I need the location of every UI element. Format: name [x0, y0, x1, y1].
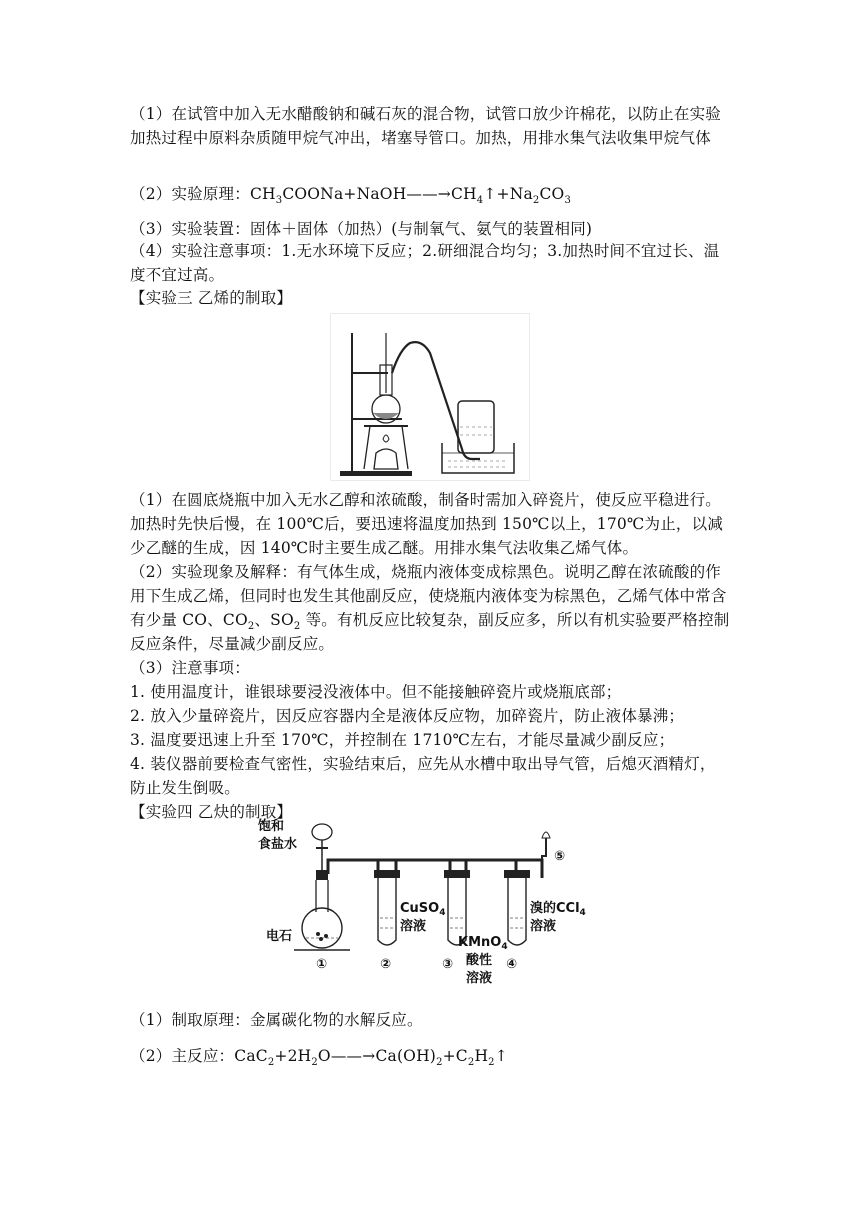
acetylene-heading: 【实验四 乙炔的制取】: [130, 803, 293, 821]
label-cuso4-solution: 溶液: [400, 919, 427, 934]
methane-step-1: （1）在试管中加入无水醋酸钠和碱石灰的混合物，试管口放少许棉花，以防止在实验加热过程中原料杂质随甲烷气冲出，堵塞导管口。加热，用排水集气法收集甲烷气体: [130, 105, 721, 147]
methane-notes: （4）实验注意事项：1.无水环境下反应；2.研细混合均匀；3.加热时间不宜过长、温度不宜过高。: [130, 242, 720, 284]
acetylene-equation: $CaC_2+2H_2O——\to Ca(OH)_2+C_2H_2↑$: [234, 1047, 508, 1069]
label-number-1: ①: [316, 957, 328, 972]
ethylene-heading: 【实验三 乙烯的制取】: [130, 289, 293, 307]
ethylene-note-2: 2. 放入少量碎瓷片，因反应容器内全是液体反应物，加碎瓷片，防止液体暴沸；: [130, 707, 685, 725]
acetylene-reaction: （2）主反应：$CaC_2+2H_2O——\to Ca(OH)_2+C_2H_2↑$: [130, 1047, 508, 1069]
ethylene-note-3: 3. 温度要迅速上升至 170℃，并控制在 1710℃左右，才能尽量减少副反应；: [130, 731, 675, 749]
label-bromine-ccl4: 溴的CCl$_4$: [530, 901, 586, 918]
label-brine-line1: 饱和: [258, 819, 285, 834]
ethylene-note-4: 4. 装仪器前要检查气密性，实验结束后，应先从水槽中取出导气管，后熄灭酒精灯，防止发生倒吸。: [130, 755, 716, 797]
ethylene-apparatus-figure: [330, 313, 530, 481]
label-calcium-carbide: 电石: [266, 929, 293, 944]
label-bromine-solution: 溶液: [530, 919, 557, 934]
ethylene-note-1: 1. 使用温度计，谁银球要浸没液体中。但不能接触碎瓷片或烧瓶底部；: [130, 683, 622, 701]
label-number-4: ④: [506, 957, 518, 972]
methane-principle: （2）实验原理：$CH_3COONa+NaOH——\to CH_4↑+Na_2CO_3$: [130, 185, 572, 207]
label-number-3: ③: [442, 957, 454, 972]
ethylene-apparatus-drawing: [330, 313, 530, 481]
label-cuso4: CuSO$_4$: [400, 901, 446, 918]
ethylene-notes-heading: （3）注意事项：: [130, 659, 250, 677]
methane-equation: $CH_3COONa+NaOH——\to CH_4↑+Na_2CO_3$: [249, 185, 572, 207]
acetylene-principle: （1）制取原理：金属碳化物的水解反应。: [130, 1011, 423, 1029]
label-number-5: ⑤: [554, 849, 566, 864]
methane-apparatus: （3）实验装置：固体＋固体（加热）(与制氧气、氨气的装置相同): [130, 220, 593, 238]
label-brine-line2: 食盐水: [258, 837, 298, 852]
ethylene-step-1: （1）在圆底烧瓶中加入无水乙醇和浓硫酸，制备时需加入碎瓷片，使反应平稳进行。加热时先快后慢，在 100℃后，要迅速将温度加热到 150℃以上，170℃为止，以减少乙醚的生成，因 140℃时主要生成乙醚。用排水集气法收集乙烯气体。: [130, 491, 724, 557]
label-kmno4-acidic: 酸性: [466, 953, 493, 968]
acetylene-apparatus-drawing: [258, 816, 608, 1000]
acetylene-apparatus-figure: [258, 816, 608, 1000]
label-kmno4-solution: 溶液: [466, 971, 493, 986]
label-kmno4: KMnO$_4$: [458, 935, 508, 952]
ethylene-phenomena: （2）实验现象及解释：有气体生成，烧瓶内液体变成棕黑色。说明乙醇在浓硫酸的作用下生成乙烯，但同时也发生其他副反应，使烧瓶内液体变为棕黑色，乙烯气体中常含有少量 CO、$CO_2$、$SO_2$ 等。有机反应比较复杂，副反应多，所以有机实验要严格控制反应条件，尽量减少副反应。: [130, 563, 730, 653]
label-number-2: ②: [380, 957, 392, 972]
